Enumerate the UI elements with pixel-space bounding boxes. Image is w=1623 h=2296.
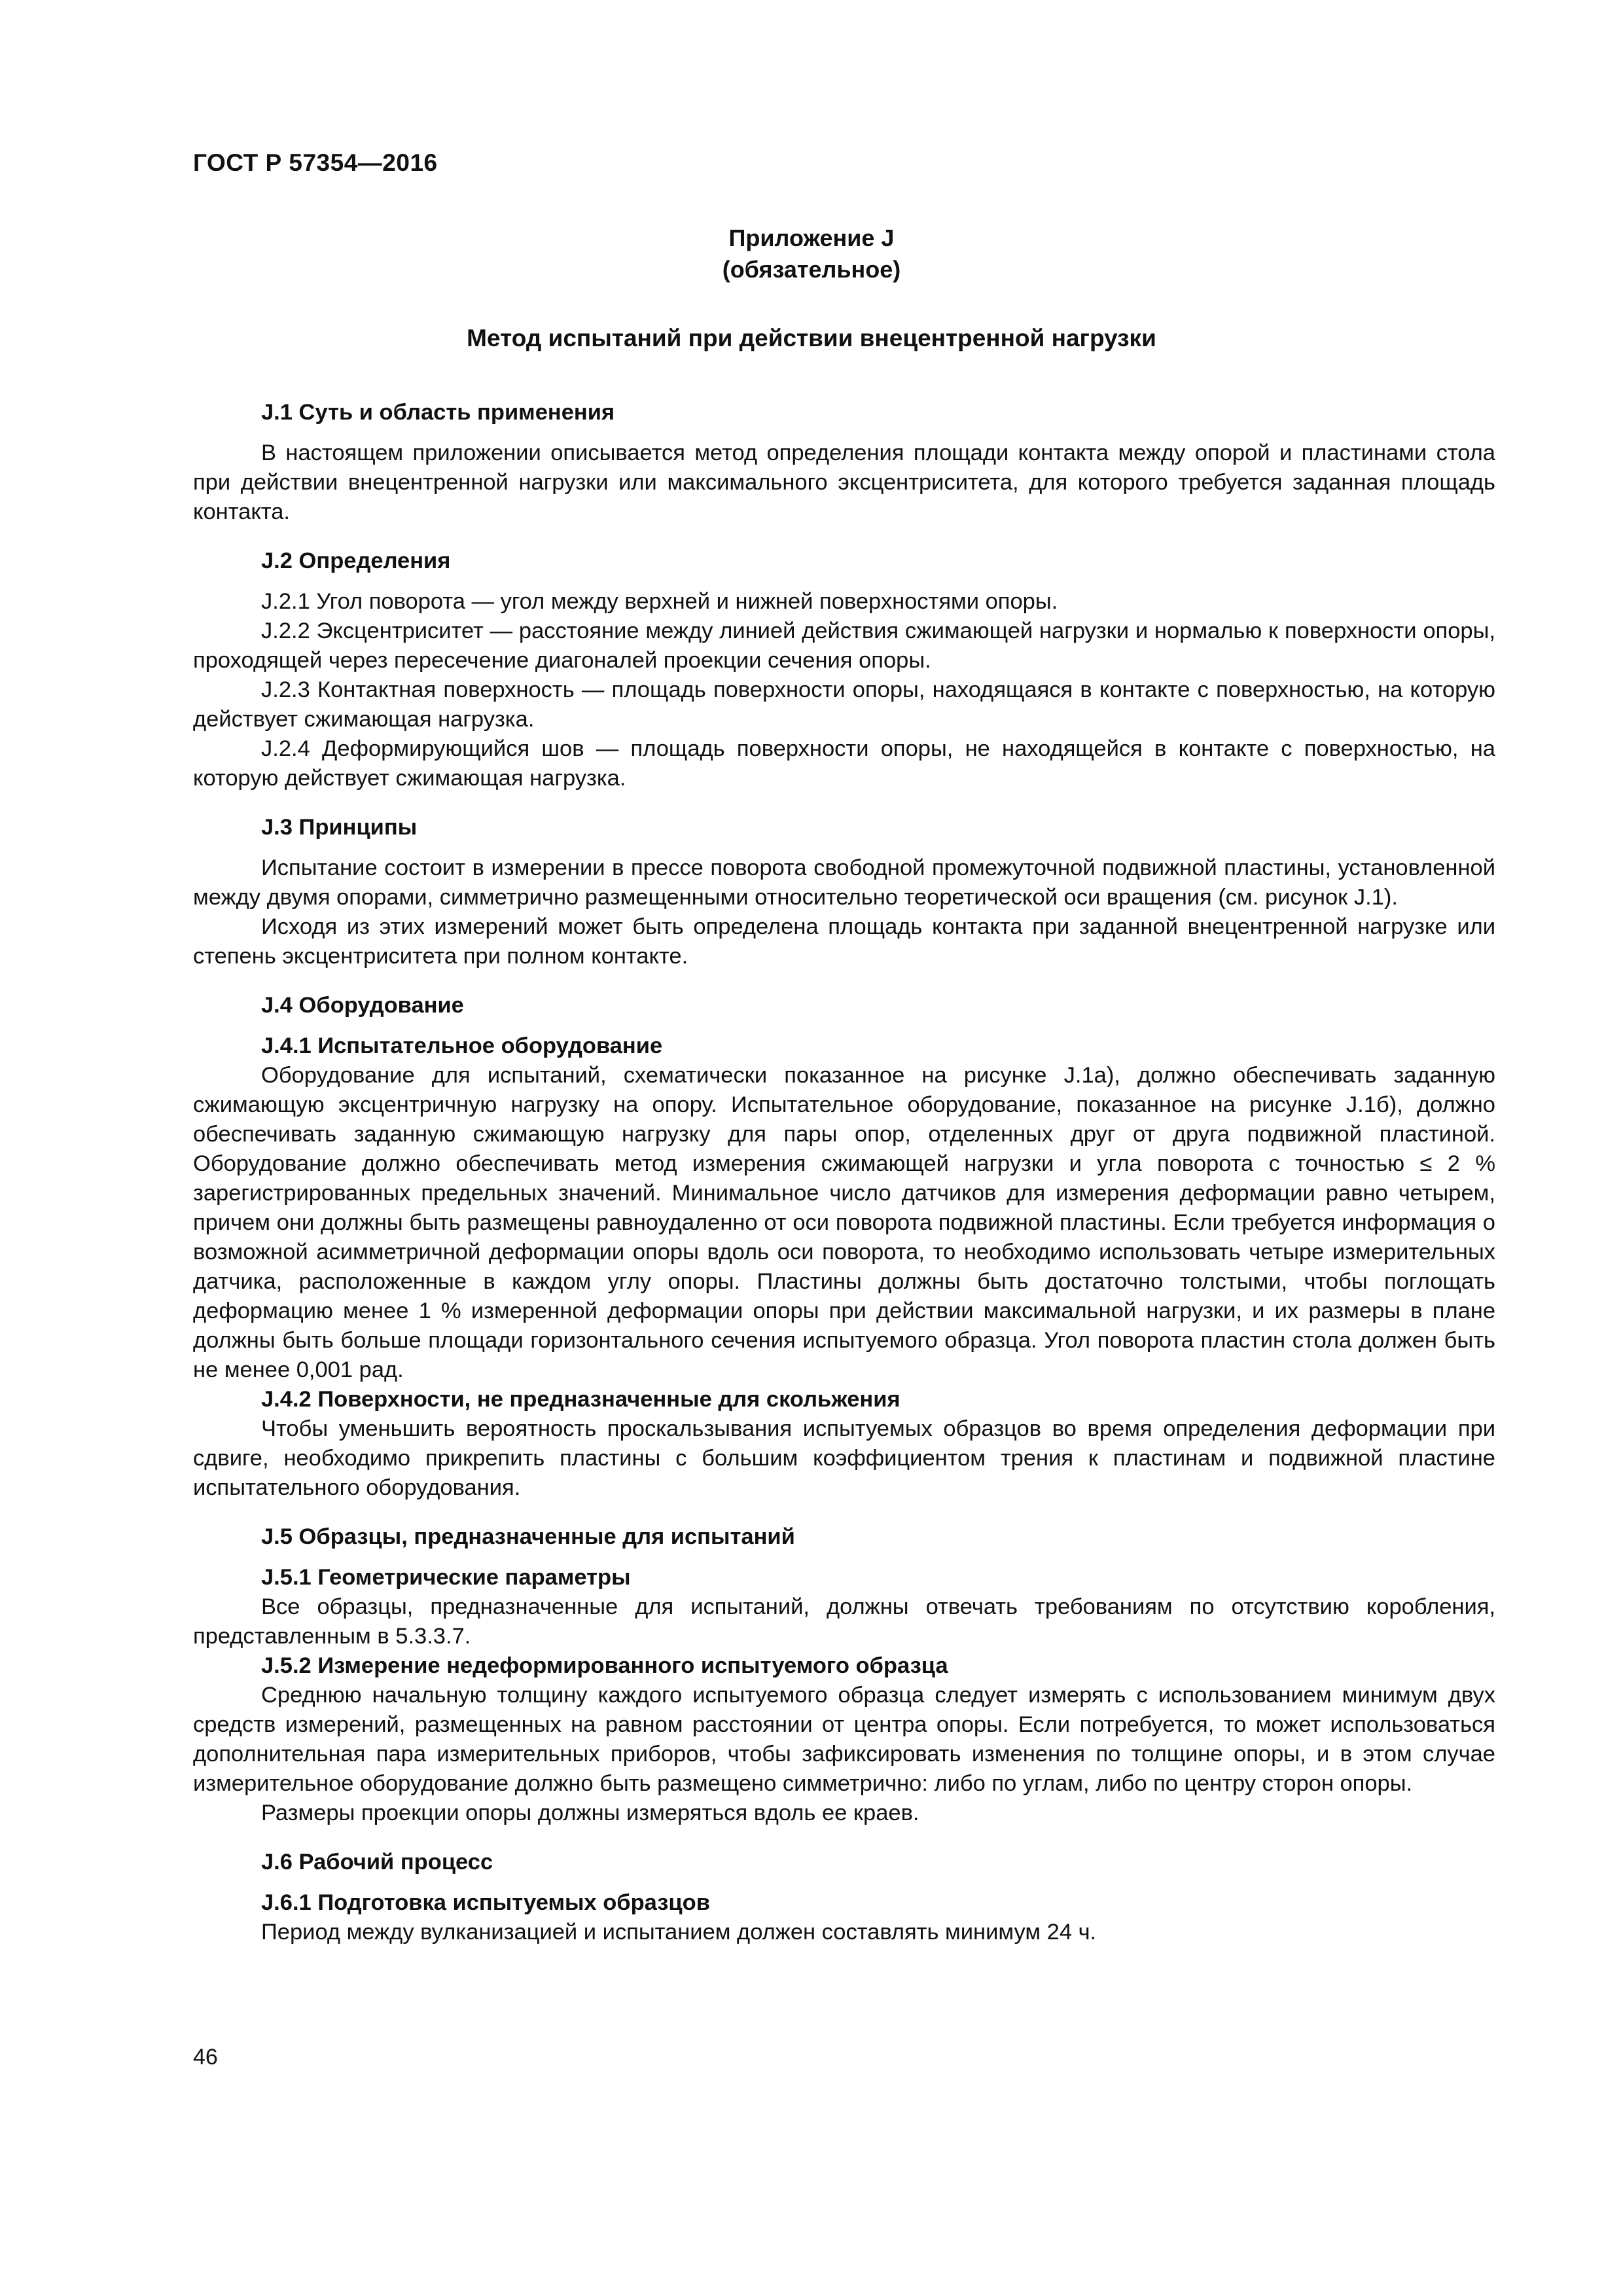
annex-main-title: Метод испытаний при действии внецентренной нагрузки [467, 325, 1156, 351]
section-heading-j6: J.6 Рабочий процесс [261, 1850, 493, 1874]
paragraph: В настоящем приложении описывается метод определения площади контакта между опорой и пластинами стола при действии внецентренной нагрузки или максимального эксцентриситета, для которого требуется заданная площадь контакта. [193, 440, 1495, 524]
paragraph: Чтобы уменьшить вероятность проскальзывания испытуемых образцов во время определения деформации при сдвиге, необходимо прикрепить пластины с большим коэффициентом трения к пластинам и подвижной пластине испытательного оборудования. [193, 1416, 1495, 1500]
paragraph: J.2.1 Угол поворота — угол между верхней и нижней поверхностями опоры. [261, 589, 1058, 614]
section-heading-j2: J.2 Определения [261, 548, 451, 573]
paragraph: J.2.2 Эксцентриситет — расстояние между линией действия сжимающей нагрузки и нормалью к поверхности опоры, проходящей через пересечение диагоналей проекции сечения опоры. [193, 619, 1495, 673]
section-heading-j4: J.4 Оборудование [261, 993, 464, 1018]
subsection-heading-j41: J.4.1 Испытательное оборудование [261, 1033, 663, 1058]
subsection-heading-j52: J.5.2 Измерение недеформированного испытуемого образца [261, 1653, 948, 1678]
document-id: ГОСТ Р 57354—2016 [193, 149, 438, 176]
subsection-heading-j42: J.4.2 Поверхности, не предназначенные для скольжения [261, 1387, 901, 1412]
paragraph: Испытание состоит в измерении в прессе поворота свободной промежуточной подвижной пластины, установленной между двумя опорами, симметрично размещенными относительно теоретической оси вращения (см. рисунок J.1). [193, 855, 1495, 910]
paragraph: Среднюю начальную толщину каждого испытуемого образца следует измерять с использованием минимум двух средств измерений, размещенных на равном расстоянии от центра опоры. Если потребуется, то может использоваться дополнительная пара измерительных приборов, чтобы зафиксировать изменения по толщине опоры, и в этом случае измерительное оборудование должно быть размещено симметрично: либо по углам, либо по центру сторон опоры. [193, 1683, 1495, 1796]
paragraph: J.2.4 Деформирующийся шов — площадь поверхности опоры, не находящейся в контакте с поверхностью, на которую действует сжимающая нагрузка. [193, 736, 1495, 791]
paragraph: Размеры проекции опоры должны измеряться вдоль ее краев. [261, 1801, 919, 1825]
subsection-heading-j61: J.6.1 Подготовка испытуемых образцов [261, 1890, 710, 1915]
paragraph: Все образцы, предназначенные для испытаний, должны отвечать требованиям по отсутствию коробления, представленным в 5.3.3.7. [193, 1594, 1495, 1649]
annex-title: Приложение J [728, 224, 895, 251]
section-heading-j5: J.5 Образцы, предназначенные для испытаний [261, 1524, 795, 1549]
document-body [193, 398, 1495, 1947]
paragraph: Исходя из этих измерений может быть определена площадь контакта при заданной внецентренной нагрузке или степень эксцентриситета при полном контакте. [193, 914, 1495, 969]
page-number: 46 [193, 2045, 218, 2070]
subsection-heading-j51: J.5.1 Геометрические параметры [261, 1565, 631, 1590]
section-heading-j1: J.1 Суть и область применения [261, 400, 615, 425]
annex-status: (обязательное) [722, 256, 901, 283]
paragraph: J.2.3 Контактная поверхность — площадь поверхности опоры, находящаяся в контакте с поверхностью, на которую действует сжимающая нагрузка. [193, 677, 1495, 732]
paragraph: Период между вулканизацией и испытанием должен составлять минимум 24 ч. [261, 1920, 1097, 1945]
section-heading-j3: J.3 Принципы [261, 815, 418, 840]
paragraph: Оборудование для испытаний, схематически показанное на рисунке J.1а), должно обеспечивать заданную сжимающую эксцентричную нагрузку на опору. Испытательное оборудование, показанное на рисунке J.1б), должно обеспечивать заданную сжимающую нагрузку для пары опор, отделенных друг от друга подвижной пластиной. Оборудование должно обеспечивать метод измерения сжимающей нагрузки и угла поворота с точностью ≤ 2 % зарегистрированных предельных значений. Минимальное число датчиков для измерения деформации равно четырем, причем они должны быть размещены равноудаленно от оси поворота подвижной пластины. Если требуется информация о возможной асимметричной деформации опоры вдоль оси поворота, то необходимо использовать четыре измерительных датчика, расположенные в каждом углу опоры. Пластины должны быть достаточно толстыми, чтобы поглощать деформацию менее 1 % измеренной деформации опоры при действии максимальной нагрузки, и их размеры в плане должны быть больше площади горизонтального сечения испытуемого образца. Угол поворота пластин стола должен быть не менее 0,001 рад. [193, 1063, 1495, 1382]
annex-header [193, 223, 1430, 285]
